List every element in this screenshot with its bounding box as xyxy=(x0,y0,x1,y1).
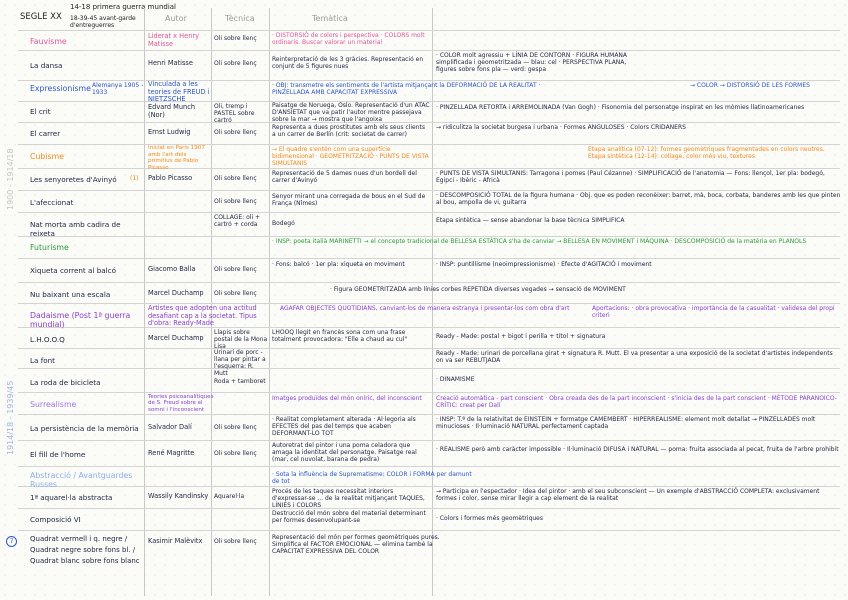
technique: Roda + tamboret xyxy=(214,378,266,385)
work-title: L.H.O.O.Q xyxy=(30,335,65,344)
author: Giacomo Balla xyxy=(148,265,196,273)
theme: Representació de 5 dames nues d'un bordell del carrer d'Avinyó xyxy=(272,170,417,184)
author: Henri Matisse xyxy=(148,59,193,67)
notes: Ready - Made: urinari de porcellana girat + signatura R. Mutt. El va presentar a una exposició de la societat d'artistes independents on va ser REBUTJADA xyxy=(436,350,833,364)
notes: · PUNTS DE VISTA SIMULTANIS: Tarragona i pomes (Paul Cézanne) · SIMPLIFICACIÓ de l'anatomia — Fons: llençol, 1er pla: bodegó, Egipci - Ibèric - Africà xyxy=(436,170,825,184)
work-title: El carrer xyxy=(30,129,61,138)
theme: Imatges produïdes del món oníric, del inconscient xyxy=(272,395,422,402)
work-title: Xiqueta corrent al balcó xyxy=(30,266,117,275)
notes: · INSP: T.ª de la relativitat de EINSTEIN + formatge CAMEMBERT · HIPERREALISME: element molt detallat → PINZELLADES molt minucioses · Il·luminació NATURAL perfectament captada xyxy=(436,416,816,430)
movement-author-note: Teories psicoanalítiques de S. Freud sobre el somni i l'inconscient xyxy=(148,394,214,413)
numbered-circle-icon: 7 xyxy=(6,536,17,547)
movement-author-note: Iniciat en París 1907 amb l'art dels primitius de Pablo Picasso xyxy=(148,145,205,171)
work-title: La roda de bicicleta xyxy=(30,378,101,387)
row-divider xyxy=(18,414,840,415)
work-title: La font xyxy=(30,356,55,365)
work-title: Quadrat vermell i q. negre / Quadrat negre sobre fons bl. / Quadrat blanc sobre fons blanc xyxy=(30,535,140,565)
notes: Etapa sintètica — sense abandonar la base tècnica SIMPLIFICA xyxy=(436,217,625,224)
work-title: La dansa xyxy=(30,61,63,70)
work-title: Nu baixant una escala xyxy=(30,290,111,299)
work-title: El crit xyxy=(30,107,51,116)
work-title: Nat morta amb cadira de reixeta xyxy=(30,220,121,238)
notes: · DINAMISME xyxy=(436,376,475,383)
technique: Oli sobre llenç xyxy=(214,290,257,297)
author: Ernst Ludwig xyxy=(148,128,191,136)
theme: · DISTORSIÓ de colors i perspectiva · COLORS molt ordinaris. Buscar valorar un material xyxy=(272,32,425,46)
theme: AGAFAR OBJECTES QUOTIDIANS, canviant-los de manera estranya i presentar-los com obra d'art xyxy=(280,305,570,312)
row-divider xyxy=(18,122,840,123)
technique: Oli sobre llenç xyxy=(214,266,257,273)
technique: Llapis sobre postal de la Mona Lisa xyxy=(214,329,268,350)
dates-line-1: 14-18 primera guerra mundial xyxy=(70,3,176,11)
author: Wassily Kandinsky xyxy=(148,492,209,500)
row-divider xyxy=(18,50,840,51)
row-divider xyxy=(18,368,840,369)
author: Marcel Duchamp xyxy=(148,334,204,342)
theme: · Fons: balcó · 1er pla: xiqueta en moviment xyxy=(272,261,405,268)
theme: Senyor mirant una corregada de bous en el Sud de França (Nîmes) xyxy=(272,193,426,207)
technique: Oli sobre llenç xyxy=(214,198,257,205)
technique: COLLAGE: oli + cartró + corda xyxy=(214,214,261,228)
movement-title-cubism: Cubisme xyxy=(30,152,64,161)
theme: Paisatge de Noruega, Oslo. Representació d'un ATAC D'ANSIETAT que va patir l'autor mentre passejava sobre la mar → mostra que l'angoixa xyxy=(272,102,430,123)
century-title: SEGLE XX xyxy=(20,12,62,22)
theme: Representació del món per formes geomètriques pures. Simplifica el FACTOR EMOCIONAL — elimina també la CAPACITAT EXPRESSIVA DEL COLOR xyxy=(272,534,440,555)
movement-author-note: Liderat x Henry Matisse xyxy=(148,32,199,48)
notes: · REALISME però amb caràcter impossible · Il·luminació DIFUSA i NATURAL — poma: fruita associada al pecat, fruita de l'arbre prohibit xyxy=(436,446,839,453)
theme: Procés de les taques necessitat interiors d'expressar-se ... de la realitat mitjançant TAQUES, LÍNIES i COLORS xyxy=(272,488,425,509)
technique: Oli sobre llenç xyxy=(214,35,257,42)
technique: Oli sobre llenç xyxy=(214,424,257,431)
row-divider xyxy=(18,168,840,169)
notes: Ready - Made: postal + bigot i perilla + títol + signatura xyxy=(436,333,606,340)
row-divider xyxy=(18,282,840,283)
movement-dates: Alemanya 1905 - 1933 xyxy=(92,82,144,96)
theme: · Sota la influència de Suprematisme: COLOR i FORMA per damunt de tot xyxy=(272,471,472,485)
work-title: Composició VI xyxy=(30,515,81,524)
row-divider xyxy=(18,508,840,509)
notes: → ridiculitza la societat burgesa i urbana · Formes ANGULOSES · Colors CRIDANERS xyxy=(436,124,686,131)
row-divider xyxy=(18,30,840,31)
row-divider xyxy=(18,466,840,467)
row-divider xyxy=(18,212,840,213)
row-divider xyxy=(18,258,840,259)
row-divider xyxy=(18,190,840,191)
column-header-author: Autor xyxy=(165,14,187,23)
movement-title-abstraction: Abstracció / Avantguardes Russes xyxy=(30,471,133,489)
row-divider xyxy=(18,144,840,145)
movement-author-note: Vinculada a les teories de FREUD i NIETZSCHE xyxy=(148,80,210,103)
work-index: (1) xyxy=(130,175,139,182)
technique: Oli sobre llenç xyxy=(214,129,257,136)
notes: · Colors i formes més geomètriques xyxy=(436,515,543,522)
theme: · OBJ: transmetre els sentiments de l'artista mitjançant la DEFORMACIÓ DE LA REALITAT · PINZELLADA AMB CAPACITAT EXPRESSIVA xyxy=(272,82,541,96)
work-title: La persistència de la memòria xyxy=(30,424,139,433)
theme: Bodegó xyxy=(272,220,295,227)
theme: · Realitat completament alterada · Al·legoria als EFECTES del pas del temps que acaben DEFORMANT-LO TOT xyxy=(272,416,416,437)
technique: Oli sobre llenç xyxy=(214,538,257,545)
theme: · INSP: poeta italià MARINETTI → el concepte tradicional de BELLESA ESTÀTICA s'ha de canviar → BELLESA EN MOVIMENT i MÀQUINA · DESCOMPOSICIÓ de la matèria en PLANOLS xyxy=(272,238,807,245)
work-title: 1ª aquarel·la abstracta xyxy=(30,493,113,502)
technique: Urinari de porc - llana per pintar a l'esquerra: R. Mutt xyxy=(214,349,266,377)
technique: Oli sobre llenç xyxy=(214,60,257,67)
row-divider xyxy=(18,440,840,441)
row-divider xyxy=(18,303,840,304)
work-title: El fill de l'home xyxy=(30,450,86,459)
work-title: L'afeccionat xyxy=(30,198,74,207)
movement-title-expressionism: Expressionisme xyxy=(30,84,91,93)
row-divider xyxy=(18,348,840,349)
technique: Oli, tremp i PASTEL sobre cartró xyxy=(214,103,255,124)
notes: Aportacions: · obra provocativa · importància de la casualitat · validesa del propi criteri xyxy=(592,305,835,319)
notes: · COLOR molt agressiu + LÍNIA DE CONTORN · FIGURA HUMANA simplificada i geometritzada — blau: cel · PERSPECTIVA PLANA, figures sobre fons pla — verd: gespa xyxy=(436,52,628,73)
work-title: Les senyoretes d'Avinyó xyxy=(30,175,117,184)
movement-author-note: Artistes que adopten una actitud desafiant cap a la societat. Tipus d'obra: Ready-Made xyxy=(148,304,257,327)
notes: · DESCOMPOSICIÓ TOTAL de la figura humana · Obj. que es poden reconèixer: barret, mà, boca, corbata, banderes amb les que pinten al bou, ampolla de vi, guitarra xyxy=(436,192,841,206)
dates-line-2: 18-39-45 avant-garde d'entreguerres xyxy=(70,15,136,29)
notes: → Participa en l'espectador · Idea del pintor · amb el seu subconscient — Un exemple d'ABSTRACCIÓ COMPLETA: exclusivament formes i color, sense mirar llegir a cap element de la realitat xyxy=(436,488,820,502)
row-divider xyxy=(18,80,840,81)
theme: → El quadre s'entén com una superfície bidimensional · GEOMETRITZACIÓ · PUNTS DE VISTA SIMULTANIS xyxy=(272,146,429,167)
author: Salvador Dalí xyxy=(148,423,192,431)
row-divider xyxy=(18,530,840,531)
notes: · INSP: puntillisme (neoimpressionisme) · Efecte d'AGITACIÓ i moviment xyxy=(436,261,652,268)
movement-title-surrealism: Surrealisme xyxy=(30,400,77,409)
column-header-technique: Tècnica xyxy=(225,14,255,23)
movement-title-dada: Dadaisme (Post 1ª guerra mundial) xyxy=(30,311,131,329)
author: René Magritte xyxy=(148,449,195,457)
author: Marcel Duchamp xyxy=(148,289,204,297)
theme: Representa a dues prostitutes amb els seus clients a un carrer de Berlín (crit: societat de carrer) xyxy=(272,124,425,138)
author: Edvard Munch (Nor) xyxy=(148,103,196,119)
theme: Destrucció del món sobre del material determinant per formes desenvolupant-se xyxy=(272,510,426,524)
notes: Etapa analítica (07-12): formes geomètriques fragmentades en colors neutres. Etapa sintètica (12-14): collage, color més viu, textures xyxy=(588,146,825,160)
author: Pablo Picasso xyxy=(148,174,193,182)
theme: Autoretrat del pintor i una poma celadora que amaga la identitat del personatge. Paisatge real (mar, cel nuvolat, barana de pedra) xyxy=(272,442,417,463)
movement-title-fauvism: Fauvisme xyxy=(30,37,67,46)
technique: Aquarel·la xyxy=(214,493,245,500)
theme: Reinterpretació de les 3 gràcies. Representació en conjunt de 5 figures nues xyxy=(272,56,424,70)
theme: LHOOQ llegit en francès sona com una frase totalment provocadora: "Elle a chaud au cul" xyxy=(272,329,408,343)
period-label-lower: 1914/18 - 1939/45 xyxy=(6,380,15,455)
notes: → COLOR → DISTORSIÓ DE LES FORMES xyxy=(690,82,810,89)
row-divider xyxy=(18,392,840,393)
notes: Creació automàtica - part conscient · Obra creada des de la part inconscient · s'inicia des de la part conscient · MÈTODE PARANOICO-CRÍTIC: creat per Dalí xyxy=(436,395,837,409)
column-header-theme: Temàtica xyxy=(312,14,348,23)
notes: · PINZELLADA RETORTA i ARREMOLINADA (Van Gogh) · Fisonomia del personatge inspirat en les mòmies llatinoamericanes xyxy=(436,104,805,111)
notes: · Figura GEOMETRITZADA amb línies corbes REPETIDA diverses vegades → sensació de MOVIMENT xyxy=(330,286,626,293)
movement-title-futurism: Futurisme xyxy=(30,243,69,252)
technique: Oli sobre llenç xyxy=(214,450,257,457)
technique: Oli sobre llenç xyxy=(214,175,257,182)
author: Kasimir Malèvitx xyxy=(148,537,203,545)
period-label-upper: 1900 - 1914/18 xyxy=(6,148,15,210)
